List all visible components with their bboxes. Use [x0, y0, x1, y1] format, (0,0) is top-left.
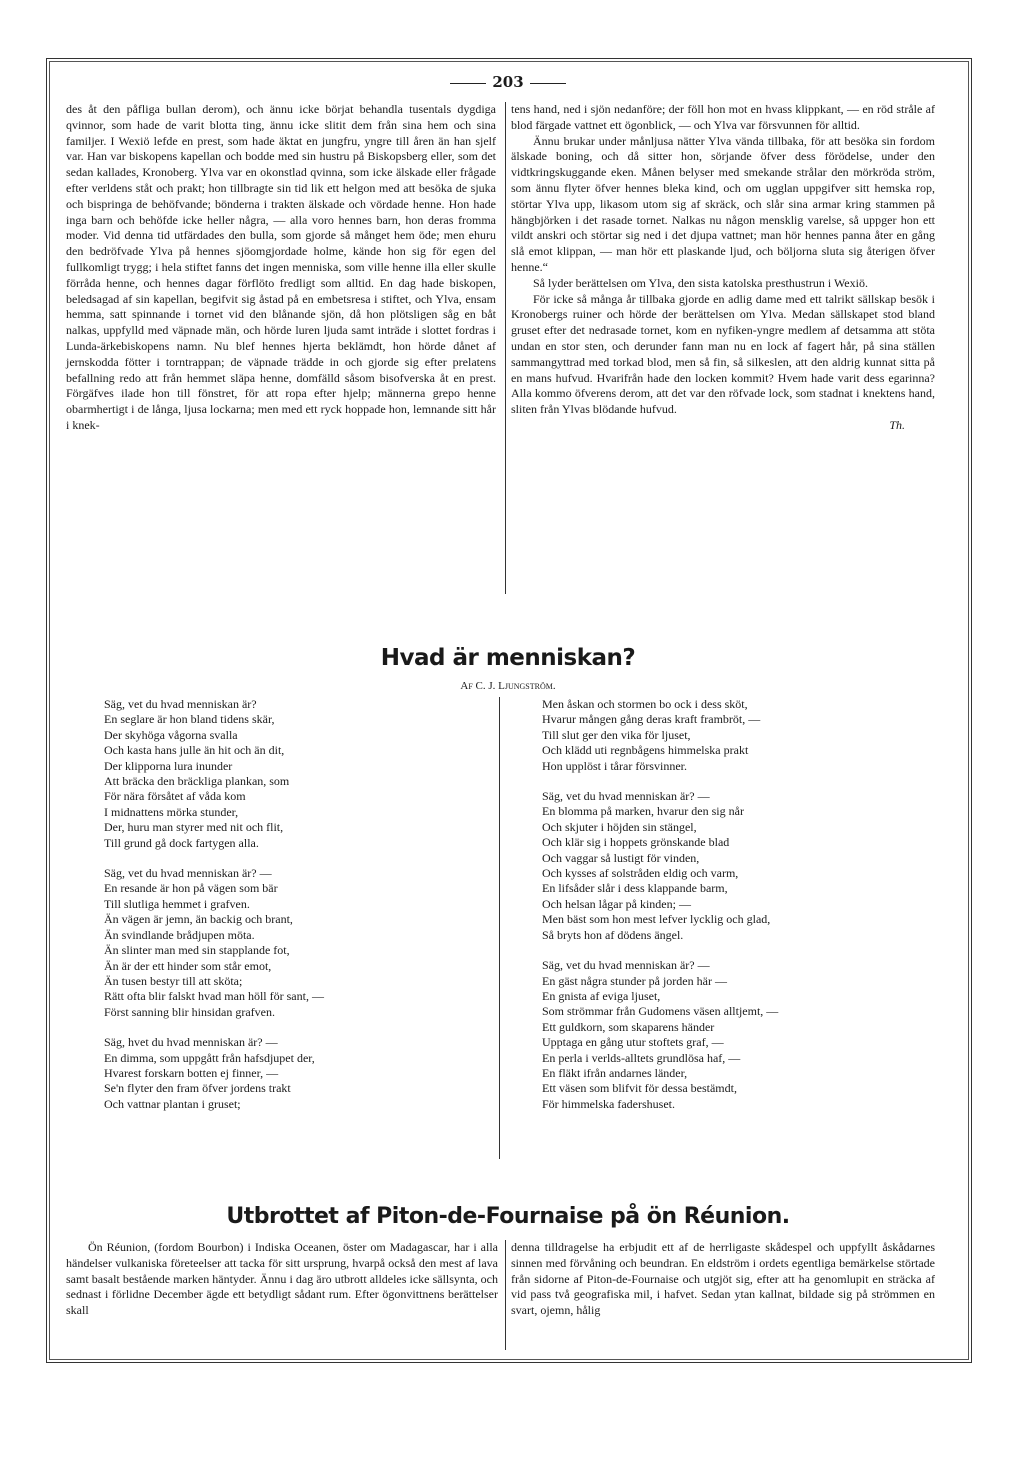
poem-line: Att bräcka den bräckliga plankan, som — [104, 774, 290, 789]
poem-byline: Af C. J. Ljungström. — [460, 680, 556, 692]
poem-line: En blomma på marken, hvarur den sig når — [542, 804, 744, 819]
poem-line: Och klär sig i hoppets grönskande blad — [542, 835, 730, 850]
page-number — [0, 73, 1016, 91]
poem-line: Och kasta hans julle än hit och än dit, — [104, 743, 285, 758]
page-number-text: 203 — [492, 73, 524, 91]
poem-line: En gnista af eviga ljuset, — [542, 988, 661, 1003]
poem-stanza — [104, 866, 494, 1020]
poem-line: Se'n flyter den fram öfver jordens trakt — [104, 1081, 291, 1096]
poem-line: Till slut ger den vika för ljuset, — [542, 727, 691, 742]
article2-left-column — [66, 1240, 498, 1319]
poem-line: En lifsåder slår i dess klappande barm, — [542, 881, 728, 896]
poem-line: Och helsan lågar på kinden; — — [542, 896, 691, 911]
poem-line: Der, huru man styrer med nit och flit, — [104, 820, 284, 835]
poem-line: Hon upplöst i tårar försvinner. — [542, 758, 687, 773]
poem-line: En dimma, som uppgått från hafsdjupet der, — [104, 1050, 315, 1065]
article1-left-text: des åt den påfliga bullan derom), och ännu icke börjat behandla tusentals dygdiga qvinnor, som hade de varit blotta ting, ännu icke slitit dem från sina hem och sina familjer. I Wexiö lefde en prest, som hade äktat en jungfru, yngre till åren än han sjelf var. Han var biskopens kapellan och bodde med sin hustru på Biskopsberg eller, som det sedan kallades, Kronoberg. Ylva var en okonstlad qvinna, som icke älskade eller frågade efter verldens ståt och prakt; hon tillbragte sin tid lik ett helgon med att besöka de sjuka och bispringa de behöfvande; bönderna i trakten älskade och vördade henne. Hon hade inga barn och behöfde icke heller några, — alla voro hennes barn, hon deras fromma moder. Vid denna tid utfärdades den bulla, som gjorde så månget hem öde; men ehuru den bedröfvade Ylva på hennes sjöomgjordade holme, kände hon sig för egen del fullkomligt trygg; i hela stiftet fanns det ingen menniska, som ville henne illa eller skulle förråda henne, och hennes dagar förflöto fredligt som alltid. En dag hade biskopen, beledsagad af sin kapellan, begifvit sig åstad på en embetsresa i stiftet, och Ylva, ensam hemma, satt spinnande i tornet vid den blånande sjön, då hon plötsligen såg en båt nalkas, uppfylld med väpnade män, och hörde luren ljuda samt inträde i slottet fordras i Lunda-ärkebiskopens namn. Nu blef hennes hjerta beklämdt, hon hörde dånet af jernskodda fötter i torntrappan; de väpnade trädde in och gjorde sig efter prelatens befallning redo att från hemmet släpa henne, domfälld såsom bisofverska åt en prest. Förgäfves ilade hon till fönstret, för att ropa efter hjelp; männerna grepo henne obarmhertigt i de långa, ljusa lockarna; men med ett ryck hoppade hon, lemnande sitt hår i knek- — [66, 102, 496, 432]
article1-paragraph: tens hand, ned i sjön nedanföre; der föll hon mot en hvass klippkant, — en röd stråle af blod färgade vattnet ett ögonblick, — och Ylva var försvunnen för alltid. — [511, 102, 935, 132]
poem-line: Hvarur mången gång deras kraft frambröt, — — [542, 712, 761, 727]
poem-line: En gäst några stunder på jorden här — — [542, 973, 727, 988]
poem-left-column — [104, 697, 494, 1127]
poem-line: Men bäst som hon mest lefver lycklig och glad, — [542, 912, 771, 927]
article2-left-text: Ön Réunion, (fordom Bourbon) i Indiska Oceanen, öster om Madagascar, har i alla händelser vulkaniska företeelser att tacka för sitt ursprung, hvarpå också den mest af lava samt basalt bestående marken häntyder. Ännu i dag äro utbrott alldeles icke sällsynta, och sednast i förlidne December ägde ett betydligt sådant rum. Efter ögonvittnens berättelser skall — [66, 1240, 498, 1318]
poem-line: Först sanning blir hinsidan grafven. — [104, 1004, 275, 1019]
article1-paragraph: Ännu brukar under månljusa nätter Ylva vända tillbaka, för att besöka sin fordom älskade boning, och då sitter hon, sörjande öfver dess förödelse, under den vidtkringskuggande eken. Månen belyser med smekande strålar den mörkröda ström, som ännu flyter öfver hennes bleka kind, och om ugglan uppgifver sitt hemska rop, störtar Ylva upp, likasom utom sig af skräck, och slår sina armar kring stammen på hängbjörken i det rasade tornet. Nalkas nu någon mensklig varelse, så uppger hon ett vildt anskri och störtar sig ned i det djupa vattnet; man hör hennes panna åter en gång slå emot klippan, — man hör ett plaskande ljud, och böljorna sluta sig återigen öfver henne.“ — [511, 133, 935, 274]
article1-paragraph: För icke så många år tillbaka gjorde en adlig dame med ett talrikt sällskap besök i Kronobergs ruiner och hörde der berättelsen om Ylva. Medan sällskapet stod bland gruset efter det nedrasade tornet, kom en nyfiken-yngre medlem af detsamma att stöta undan en stor sten, och derunder fann man nu en lock af fagert hår, på sina ställen sammangyttrad med torkad blod, men så fin, så silkeslen, att den aldrig kunnat sitta på en mans hufvud. Hvarifrån hade den locken kommit? Hvem hade varit dess egarinna? Alla kommo öfverens derom, att det var den röfvade lock, som stadnat i knektens hand, sliten från Ylvas blödande hufvud. — [511, 291, 935, 417]
poem-line: Säg, vet du hvad menniskan är? — — [104, 866, 272, 881]
poem-line: Ett väsen som blifvit för dessa bestämdt, — [542, 1081, 737, 1096]
poem-line: En fläkt ifrån andarnes länder, — [542, 1065, 688, 1080]
poem-line: En resande är hon på vägen som bär — [104, 881, 278, 896]
poem-line: Till slutliga hemmet i grafven. — [104, 896, 250, 911]
poem-line: Upptaga en gång utur stoftets graf, — — [542, 1035, 724, 1050]
poem-stanza — [542, 789, 942, 943]
poem-line: Än tusen bestyr till att sköta; — [104, 973, 243, 988]
poem-line: Så bryts hon af dödens ängel. — [542, 927, 684, 942]
article1-right-column — [511, 102, 935, 434]
article2-right-column — [511, 1240, 935, 1319]
article1-left-column — [66, 102, 496, 434]
article2-divider — [505, 1240, 506, 1350]
poem-line: Säg, vet du hvad menniskan är? — — [542, 958, 710, 973]
poem-line: Säg, hvet du hvad menniskan är? — — [104, 1035, 278, 1050]
poem-line: Som strömmar från Gudomens väsen alltjemt, — — [542, 1004, 779, 1019]
poem-divider — [499, 697, 500, 1159]
ornament-rule-right — [530, 83, 566, 84]
poem-line: För himmelska fadershuset. — [542, 1096, 675, 1111]
poem-line: Och skjuter i höjden sin stängel, — [542, 819, 697, 834]
poem-stanza — [542, 697, 942, 774]
poem-line: En perla i verlds-alltets grundlösa haf, — — [542, 1050, 741, 1065]
poem-line: En seglare är hon bland tidens skär, — [104, 712, 275, 727]
signature: Th. — [889, 417, 905, 432]
poem-line: Ett guldkorn, som skaparens händer — [542, 1019, 715, 1034]
poem-stanza — [104, 697, 494, 851]
poem-line: Der klipporna lura inunder — [104, 758, 233, 773]
poem-line: Och klädd uti regnbågens himmelska prakt — [542, 743, 749, 758]
poem-line: Der skyhöga vågorna svalla — [104, 727, 238, 742]
poem-line: Säg, vet du hvad menniskan är? — — [542, 789, 710, 804]
poem-line: Säg, vet du hvad menniskan är? — [104, 697, 257, 711]
poem-line: Och kysses af solstråden eldig och varm, — [542, 866, 739, 881]
poem-line: För nära försåtet af våda kom — [104, 789, 246, 804]
poem-line: Än slinter man med sin stapplande fot, — [104, 943, 290, 958]
poem-stanza — [542, 958, 942, 1112]
poem-line: I midnattens mörka stunder, — [104, 804, 239, 819]
poem-line: Än är der ett hinder som står emot, — [104, 958, 272, 973]
poem-line: Hvarest forskarn botten ej finner, — — [104, 1065, 279, 1080]
poem-line: Rätt ofta blir falskt hvad man höll för sant, — — [104, 989, 324, 1004]
article2-title: Utbrottet af Piton-de-Fournaise på ön Réunion. — [226, 1204, 790, 1229]
article1-paragraph: Så lyder berättelsen om Ylva, den sista katolska presthustrun i Wexiö. — [533, 275, 868, 290]
column-divider — [505, 102, 506, 594]
poem-stanza — [104, 1035, 494, 1112]
poem-line: Men åskan och stormen bo ock i dess sköt, — [542, 697, 748, 711]
poem-line: Och vaggar så lustigt för vinden, — [542, 850, 700, 865]
poem-right-column — [542, 697, 942, 1127]
poem-line: Än vägen är jemn, än backig och brant, — [104, 912, 293, 927]
poem-title: Hvad är menniskan? — [380, 645, 636, 671]
poem-line: Till grund gå dock fartygen alla. — [104, 835, 259, 850]
article2-right-text: denna tilldragelse ha erbjudit ett af de herrligaste skådespel och uppfyllt åskådarnes sinnen med förvåning och beundran. En eldström i ordets egentliga bemärkelse störtade från sidorne af Piton-de-Fournaise och utgjöt sig, efter att ha genomlupit en sträcka af vid pass två geografiska mil, i hafvet. Sedan ytan kallnat, bildade sig på strömmen en svart, ojemn, hålig — [511, 1240, 935, 1318]
ornament-rule-left — [450, 83, 486, 84]
poem-line: Än svindlande brådjupen möta. — [104, 927, 255, 942]
poem-line: Och vattnar plantan i gruset; — [104, 1096, 241, 1111]
